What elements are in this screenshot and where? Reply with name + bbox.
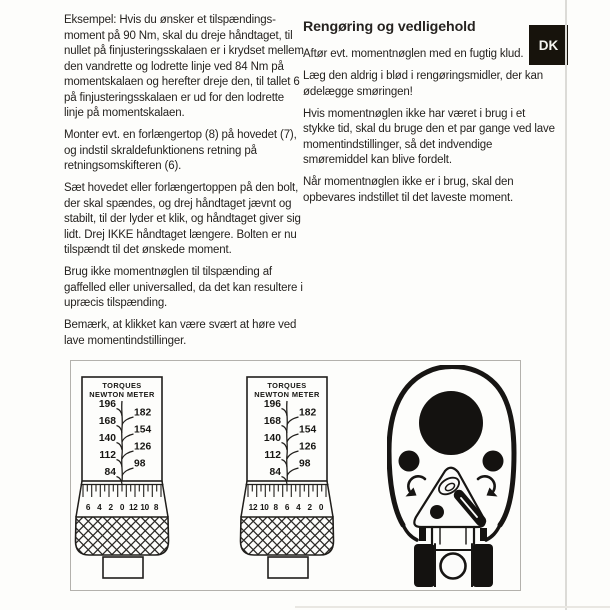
torque-value: 168 — [98, 416, 116, 427]
paragraph-tighten: Sæt hovedet eller forlængertoppen på den bolt, der skal spændes, og drej håndtaget jævnt og stabilt, til der lyder et klik, og håndtaget giver sig lidt. Drej IKKE håndtaget længere. Bolten er nu tilspændt til det ønskede moment. — [64, 182, 301, 256]
neck-right-mark — [480, 528, 487, 541]
torque-scale-diagram-1 — [74, 374, 170, 584]
torque-value: 140 — [263, 433, 281, 444]
micrometer-number: 4 — [296, 503, 301, 512]
paragraph-mount-head: Monter evt. en forlængertop (8) på hovedet (7), og indstil skraldefunktionens retning på retningsomskifteren (6). — [64, 129, 297, 172]
torque-scale-diagram-2 — [239, 374, 335, 584]
micrometer-number: 2 — [108, 503, 113, 512]
micrometer-number: 0 — [318, 503, 324, 512]
page-edge-line — [565, 0, 567, 610]
right-text-column — [303, 19, 556, 213]
micrometer-number: 6 — [85, 503, 91, 512]
collar-right-block — [472, 544, 493, 587]
micrometer-number: 2 — [307, 503, 312, 512]
torque-value: 168 — [263, 416, 281, 427]
torque-value: 196 — [98, 399, 116, 410]
ruler-ticks — [248, 485, 326, 498]
language-badge-dk: DK — [529, 25, 568, 65]
torque-value: 84 — [269, 467, 281, 478]
grip-crosshatch — [241, 517, 334, 555]
left-pin-hole — [399, 451, 420, 472]
torque-value: 98 — [299, 458, 311, 470]
clockwise-arrowhead-icon — [487, 488, 498, 497]
paragraph-storage: Når momentnøglen ikke er i brug, skal den opbevares indstillet til det laveste moment. — [303, 176, 514, 204]
paragraph-example: Eksempel: Hvis du ønsker et tilspændings-moment på 90 Nm, skal du dreje håndtaget, til nullet på finjusteringsskalaen er i krydset mellem den vandrette og lodrette linje ved 84 Nm på momentskalaen og herefter dreje den, til tallet 6 på finjusteringsskalaen er ud for den lodrette linje på momentskalaen. — [64, 14, 304, 119]
torque-value: 126 — [299, 441, 317, 453]
torque-value: 154 — [299, 424, 317, 436]
handle-knob — [103, 557, 143, 578]
ratchet-head-illustration — [387, 365, 517, 587]
torque-value: 126 — [134, 441, 152, 453]
torque-value: 84 — [104, 467, 116, 478]
micrometer-number: 8 — [273, 503, 278, 512]
ruler-ticks — [83, 485, 161, 498]
drive-hole — [419, 391, 483, 455]
micrometer-number: 0 — [119, 503, 125, 512]
torque-value: 196 — [263, 399, 281, 410]
selector-pivot-dot — [430, 505, 444, 519]
figure-panel — [70, 360, 521, 591]
handle-knob — [268, 557, 308, 578]
counterclockwise-arrowhead-icon — [406, 488, 417, 497]
micrometer-number: 12 — [248, 503, 258, 512]
paragraph-warning-joints: Brug ikke momentnøglen til tilspænding af gaffelled eller universalled, da det kan resultere i upræcis tilspænding. — [64, 266, 303, 309]
collar-pin-hole — [441, 554, 466, 579]
paragraph-wipe: Aftør evt. momentnøglen med en fugtig klud. — [303, 48, 524, 60]
paragraph-lubricant: Hvis momentnøglen ikke har været i brug i et stykke tid, skal du bruge den et par gange ved lave momentindstillinger, så det indvendige smøremiddel kan blive fordelt. — [303, 107, 555, 166]
left-text-column — [64, 13, 305, 356]
grip-crosshatch — [76, 517, 169, 555]
micrometer-number: 6 — [284, 503, 290, 512]
collar-left-block — [414, 544, 435, 587]
torque-value: 98 — [134, 458, 146, 470]
neck-edges — [432, 527, 474, 544]
right-pin-hole — [483, 451, 504, 472]
micrometer-number: 10 — [259, 503, 269, 512]
paragraph-note-click: Bemærk, at klikket kan være svært at høre ved lave momentindstillinger. — [64, 319, 297, 347]
scale-title: NEWTON METER — [89, 390, 155, 399]
scale-leaders — [117, 409, 134, 485]
scale-leaders — [282, 409, 299, 485]
neck-left-mark — [419, 528, 426, 541]
scan-artifact — [295, 606, 610, 608]
neck-inner-lines — [440, 527, 466, 544]
micrometer-number: 4 — [97, 503, 102, 512]
torque-value: 112 — [264, 450, 281, 461]
micrometer-number: 8 — [153, 503, 159, 512]
torque-value: 182 — [299, 407, 317, 419]
section-heading: Rengøring og vedligehold — [303, 19, 476, 35]
paragraph-no-soak: Læg den aldrig i blød i rengøringsmidler, der kan ødelægge smøringen! — [303, 70, 544, 98]
torque-value: 140 — [98, 433, 116, 444]
micrometer-number: 10 — [140, 503, 150, 512]
micrometer-number: 12 — [128, 503, 138, 512]
scale-title: NEWTON METER — [254, 390, 320, 399]
torque-value: 182 — [134, 407, 152, 419]
torque-value: 112 — [99, 450, 116, 461]
torque-value: 154 — [134, 424, 152, 436]
scale-title: TORQUES — [267, 381, 307, 390]
scale-title: TORQUES — [102, 381, 142, 390]
